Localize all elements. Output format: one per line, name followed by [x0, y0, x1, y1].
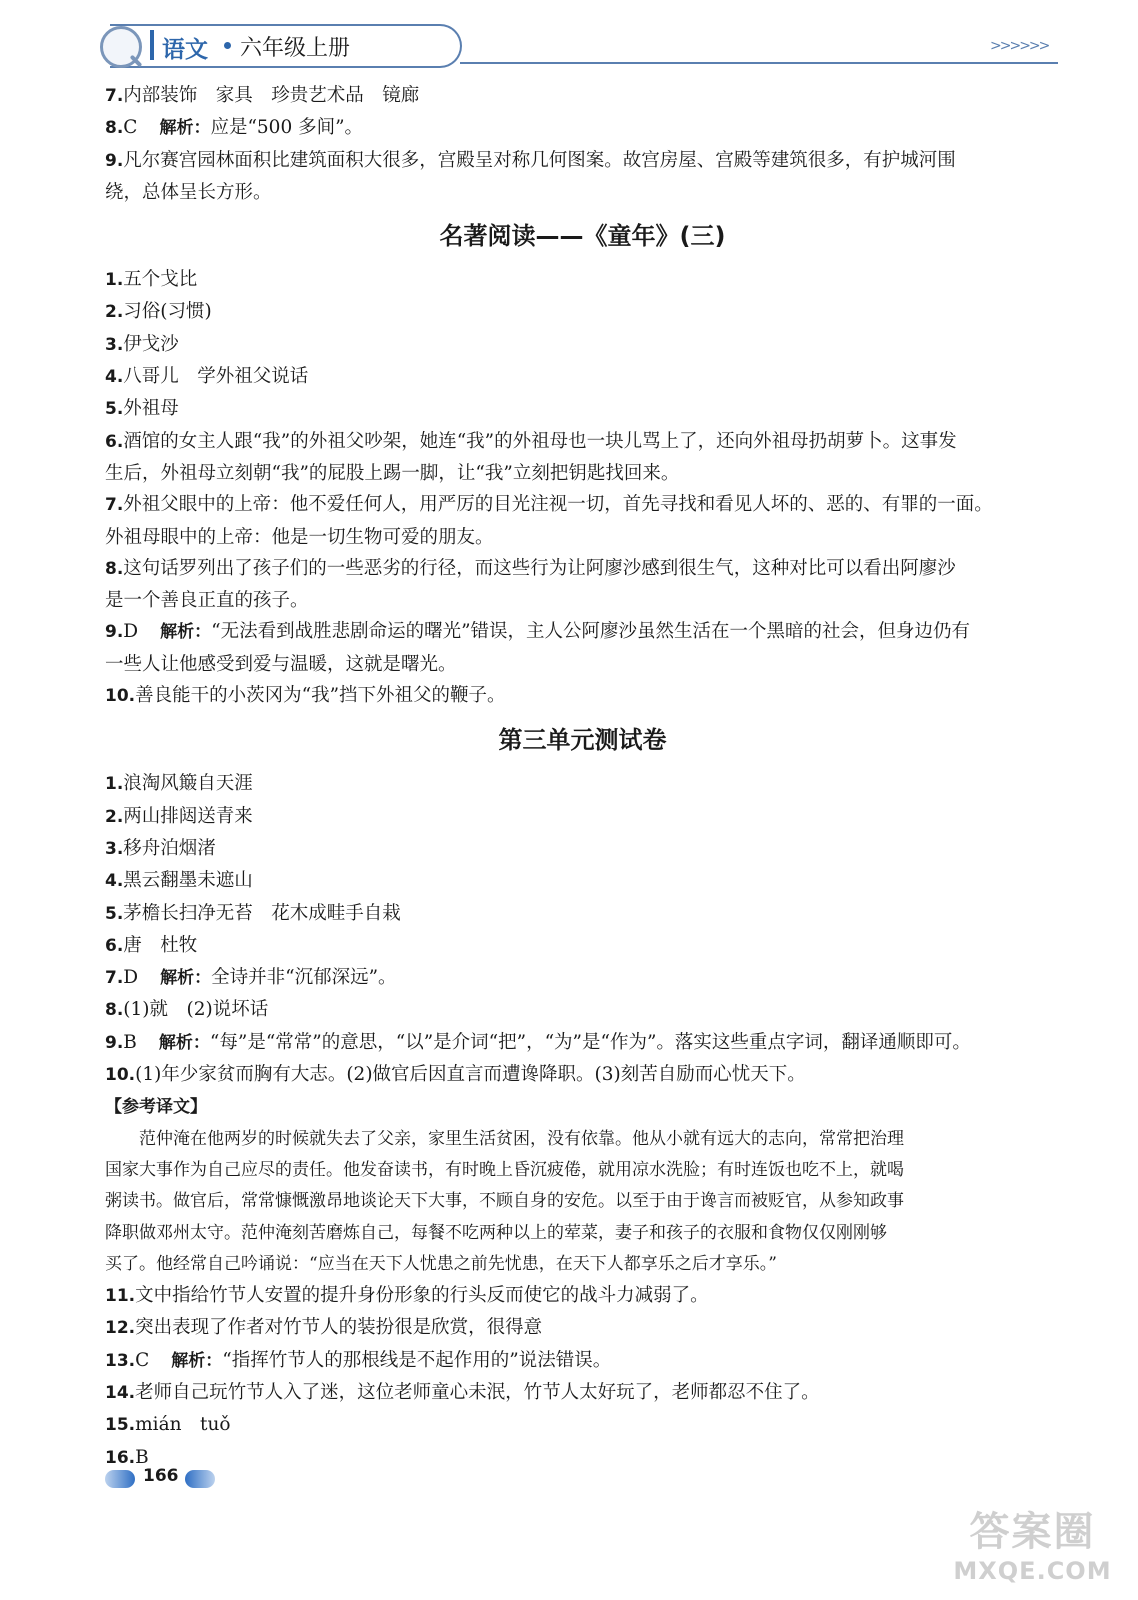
answer-item [105, 329, 1060, 361]
section-childhood-answers [105, 264, 1060, 712]
answer-text: 五个戈比 [123, 269, 198, 291]
answer-text: 两山排闼送青来 [123, 805, 253, 827]
dot-separator [224, 42, 231, 49]
answer-number: 7. [105, 968, 124, 989]
answer-item [105, 994, 1060, 1026]
answer-number: 6. [105, 431, 124, 452]
analysis-label: 解析： [159, 118, 211, 139]
answer-number: 8. [105, 118, 124, 139]
answer-item [105, 680, 1060, 712]
answer-continuation [105, 649, 1060, 680]
answer-text: 绕，总体呈长方形。 [105, 181, 272, 203]
answer-text: 凡尔赛宫园林面积比建筑面积大很多，宫殿呈对称几何图案。故宫房屋、宫殿等建筑很多，有护城河围 [123, 149, 956, 171]
answer-number: 3. [105, 334, 124, 355]
answer-number: 8. [105, 1000, 124, 1021]
answer-continuation [105, 458, 1060, 489]
answer-item [105, 426, 1060, 458]
magnifier-icon [100, 26, 142, 68]
answer-item [105, 145, 1060, 177]
answer-number: 12. [105, 1318, 136, 1339]
answer-text: 唐 杜牧 [123, 934, 198, 956]
left-pill-icon [105, 1470, 135, 1488]
section-unit-test-answers [105, 768, 1060, 1091]
answer-item [105, 1059, 1060, 1091]
translation-line: 范仲淹在他两岁的时候就失去了父亲，家里生活贫困，没有依靠。他从小就有远大的志向，常常把治理 [139, 1128, 904, 1149]
grade-title: 六年级上册 [240, 36, 351, 61]
answer-continuation [105, 522, 1060, 553]
answer-number: 4. [105, 367, 124, 388]
analysis-text: 应是“500 多间”。 [210, 117, 364, 139]
answer-text: 是一个善良正直的孩子。 [105, 590, 309, 612]
answer-item [105, 833, 1060, 865]
translation-line: 国家大事作为自己应尽的责任。他发奋读书，有时晚上昏沉疲倦，就用凉水洗脸；有时连饭也吃不上，就喝 [105, 1159, 904, 1180]
answer-number: 2. [105, 806, 124, 827]
answer-item [105, 801, 1060, 833]
subject-title: 语文 [162, 37, 208, 63]
answer-item [105, 768, 1060, 800]
answer-item [105, 1409, 1060, 1441]
answer-item [105, 898, 1060, 930]
answer-number: 6. [105, 935, 124, 956]
header-rule [460, 62, 1058, 64]
answer-text: 八哥儿 学外祖父说话 [123, 366, 309, 388]
answer-text: 茅檐长扫净无苔 花木成畦手自栽 [123, 902, 401, 924]
answer-item [105, 80, 1060, 112]
answer-item [105, 112, 1060, 144]
reference-translation-label: 【参考译文】 [105, 1097, 207, 1118]
page-header [0, 0, 1138, 80]
answer-item [105, 393, 1060, 425]
answer-number: 5. [105, 399, 124, 420]
answer-item [105, 1312, 1060, 1344]
answer-item [105, 1027, 1060, 1059]
translation-line: 降职做邓州太守。范仲淹刻苦磨炼自己，每餐不吃两种以上的荤菜，妻子和孩子的衣服和食物仅仅刚刚够 [105, 1222, 887, 1243]
answer-item [105, 1280, 1060, 1312]
analysis-label: 解析： [160, 968, 212, 989]
answer-item [105, 296, 1060, 328]
answer-text: 黑云翻墨未遮山 [123, 870, 253, 892]
answer-text: (1)年少家贫而胸有大志。(2)做官后因直言而遭谗降职。(3)刻苦自励而心忧天下。 [135, 1064, 806, 1086]
answer-text: 外祖母眼中的上帝：他是一切生物可爱的朋友。 [105, 526, 494, 548]
answer-item [105, 361, 1060, 393]
answer-number: 10. [105, 686, 136, 707]
answer-text: 文中指给竹节人安置的提升身份形象的行头反而使它的战斗力减弱了。 [135, 1285, 709, 1307]
section-heading-childhood: 名著阅读——《童年》(三) [439, 222, 726, 251]
answer-text: 生后，外祖母立刻朝“我”的屁股上踢一脚，让“我”立刻把钥匙找回来。 [105, 462, 680, 484]
analysis-label: 解析： [158, 1032, 210, 1053]
answer-number: 1. [105, 270, 124, 291]
answer-text: 伊戈沙 [123, 333, 179, 355]
translation-line: 粥读书。做官后，常常慷慨激昂地谈论天下大事，不顾自身的安危。以至于由于谗言而被贬官，从参知政事 [105, 1191, 904, 1212]
analysis-label: 解析： [160, 622, 212, 643]
section-architecture-answers [105, 80, 1060, 208]
answer-item [105, 930, 1060, 962]
answer-number: 7. [105, 86, 124, 106]
answer-number: 8. [105, 558, 124, 579]
answer-item [105, 553, 1060, 585]
answer-number: 9. [105, 1032, 124, 1053]
answer-number: 2. [105, 302, 124, 323]
answer-number: 3. [105, 838, 124, 859]
answer-text: 外祖父眼中的上帝：他不爱任何人，用严厉的目光注视一切，首先寻找和看见人坏的、恶的、有罪的一面。 [123, 494, 993, 516]
answer-item [105, 616, 1060, 648]
answer-number: 14. [105, 1382, 136, 1403]
answer-number: 10. [105, 1065, 136, 1086]
answer-text: C [135, 1349, 150, 1371]
answer-item [105, 1345, 1060, 1377]
answer-number: 11. [105, 1286, 136, 1307]
answer-text: 移舟泊烟渚 [123, 837, 216, 859]
answer-text: 习俗(习惯) [123, 301, 212, 323]
answer-text: 浪淘风簸自天涯 [123, 773, 253, 795]
answer-number: 9. [105, 150, 124, 171]
answer-text: D [123, 967, 139, 989]
answer-item [105, 1377, 1060, 1409]
answer-text: B [123, 1031, 137, 1053]
reference-translation [105, 1124, 1060, 1280]
page-number: 166 [143, 1466, 179, 1486]
answer-number: 4. [105, 871, 124, 892]
answer-item [105, 865, 1060, 897]
header-divider [150, 30, 154, 60]
section-heading-unit-test: 第三单元测试卷 [498, 726, 667, 755]
answer-text: 突出表现了作者对竹节人的装扮很是欣赏，很得意 [135, 1317, 543, 1339]
answer-text: 善良能干的小茨冈为“我”挡下外祖父的鞭子。 [135, 685, 506, 707]
answer-number: 1. [105, 774, 124, 795]
right-pill-icon [185, 1470, 215, 1488]
answer-text: mián tuǒ [135, 1414, 231, 1436]
analysis-text: “指挥竹节人的那根线是不起作用的”说法错误。 [222, 1349, 612, 1371]
answer-number: 9. [105, 622, 124, 643]
answer-content [105, 80, 1060, 1474]
answer-continuation [105, 177, 1060, 208]
answer-text: B [135, 1446, 149, 1468]
page-footer [105, 1464, 305, 1494]
answer-text: (1)就 (2)说坏话 [123, 999, 269, 1021]
answer-number: 5. [105, 903, 124, 924]
analysis-text: “每”是“常常”的意思，“以”是介词“把”，“为”是“作为”。落实这些重点字词，翻译通顺即可。 [209, 1031, 971, 1053]
translation-line: 买了。他经常自己吟诵说：“应当在天下人忧患之前先忧患，在天下人都享乐之后才享乐。” [105, 1253, 777, 1274]
answer-text: D [123, 621, 139, 643]
answer-text: 一些人让他感受到爱与温暖，这就是曙光。 [105, 653, 457, 675]
answer-text: 酒馆的女主人跟“我”的外祖父吵架，她连“我”的外祖母也一块儿骂上了，还向外祖母扔胡萝卜。这事发 [123, 430, 957, 452]
answer-number: 13. [105, 1350, 136, 1371]
analysis-text: 全诗并非“沉郁深远”。 [211, 967, 397, 989]
answer-number: 15. [105, 1415, 136, 1436]
answer-text: 这句话罗列出了孩子们的一些恶劣的行径，而这些行为让阿廖沙感到很生气，这种对比可以看出阿廖沙 [123, 557, 956, 579]
answer-continuation [105, 585, 1060, 616]
answer-item [105, 962, 1060, 994]
answer-item [105, 264, 1060, 296]
analysis-text: “无法看到战胜悲剧命运的曙光”错误，主人公阿廖沙虽然生活在一个黑暗的社会，但身边仍有 [211, 621, 971, 643]
watermark-logo: 答案圈 MXQE.COM [953, 1509, 1112, 1585]
chevron-right-icon: >>>>>> [990, 38, 1049, 54]
analysis-label: 解析： [171, 1350, 223, 1371]
section-unit-test-answers-continued [105, 1280, 1060, 1474]
answer-text: 内部装饰 家具 珍贵艺术品 镜廊 [123, 85, 420, 106]
answer-text: C [123, 117, 138, 139]
answer-item [105, 489, 1060, 521]
answer-text: 外祖母 [123, 398, 179, 420]
answer-text: 老师自己玩竹节人入了迷，这位老师童心未泯，竹节人太好玩了，老师都忍不住了。 [135, 1381, 820, 1403]
answer-number: 7. [105, 495, 124, 516]
answer-number: 16. [105, 1447, 136, 1468]
